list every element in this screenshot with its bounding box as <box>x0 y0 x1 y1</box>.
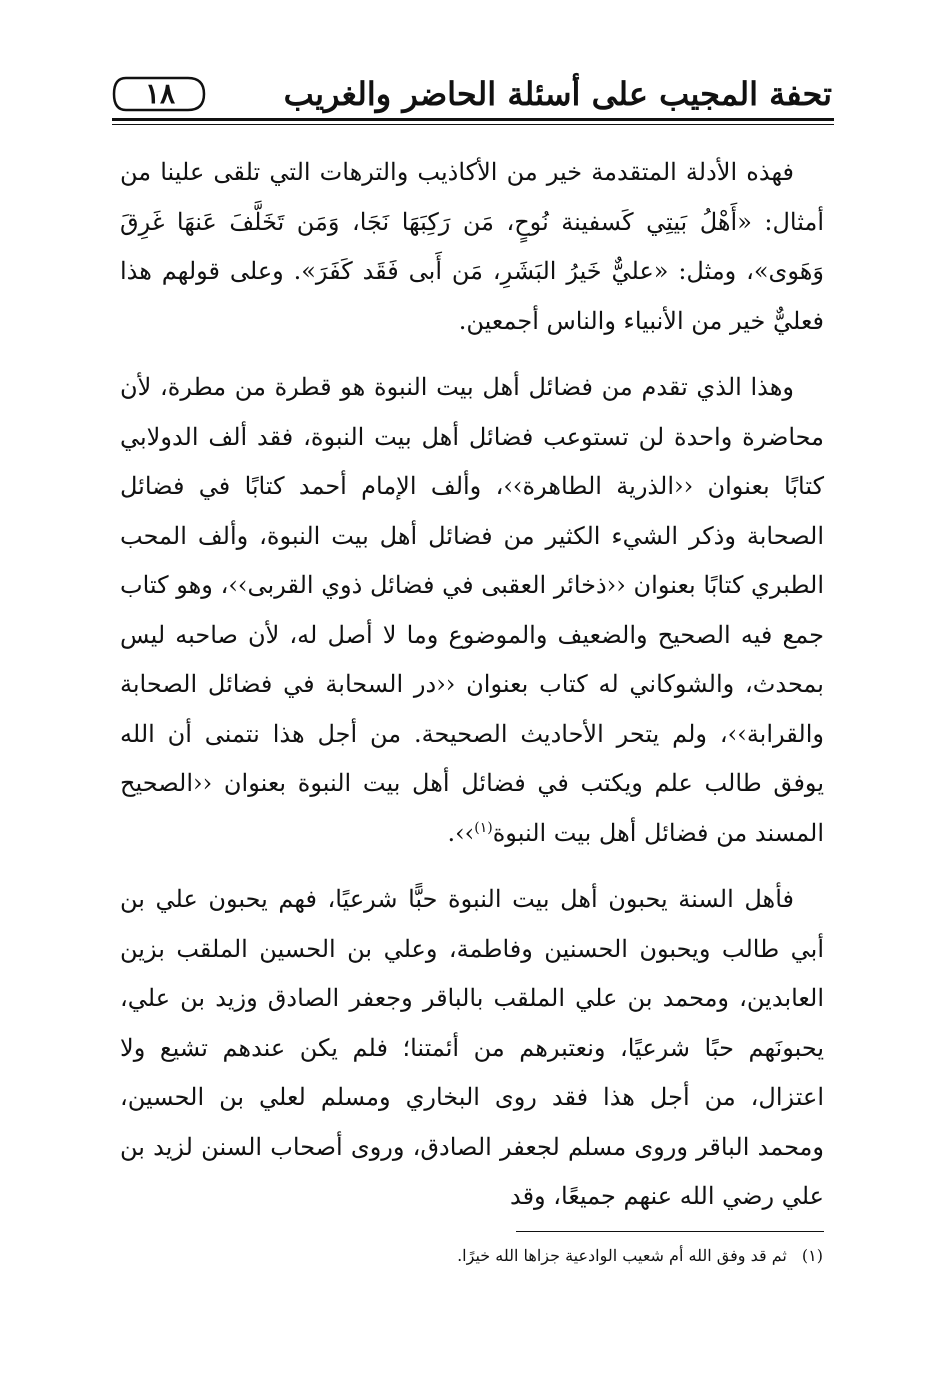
header-rule-thin <box>112 124 834 125</box>
footnote-divider <box>516 1231 824 1232</box>
footnote-marker: (١) <box>801 1246 823 1265</box>
book-title: تحفة المجيب على أسئلة الحاضر والغريب <box>283 75 832 113</box>
footnote <box>183 1242 823 1270</box>
page-number-badge <box>112 76 208 112</box>
paragraph-1: فهذه الأدلة المتقدمة خير من الأكاذيب والترهات التي تلقى علينا من أمثال: «أَهْلُ بَيتِي كَسفينة نُوحٍ، مَن رَكِبَهَا نَجَا، وَمَن تَخَلَّفَ عَنهَا غَرِقَ وَهَوى»، ومثل: «عليٌّ خَيرُ البَشَرِ، مَن أَبى فَقَد كَفَرَ». وعلى قولهم هذا فعليٌّ خير من الأنبياء والناس أجمعين. <box>120 158 824 335</box>
footnote-reference: (١) <box>474 819 493 836</box>
paragraph-2-end: ››. <box>447 818 475 847</box>
page-number: ١٨ <box>144 77 176 110</box>
main-text <box>120 148 824 1239</box>
header-rule-thick <box>112 118 834 121</box>
footnote-text: ثم قد وفق الله أم شعيب الوادعية جزاها الله خيرًا. <box>457 1246 787 1265</box>
paragraph-2-text: وهذا الذي تقدم من فضائل أهل بيت النبوة هو قطرة من مطرة، لأن محاضرة واحدة لن تستوعب فضائل أهل بيت النبوة، فقد ألف الدولابي كتابًا بعنوان ‹‹الذرية الطاهرة››، وألف الإمام أحمد كتابًا في فضائل الصحابة وذكر الشيء الكثير من فضائل أهل بيت النبوة، وألف المحب الطبري كتابًا بعنوان ‹‹ذخائر العقبى في فضائل ذوي القربى››، وهو كتاب جمع فيه الصحيح والضعيف والموضوع وما لا أصل له، لأن صاحبه ليس بمحدث، والشوكاني له كتاب بعنوان ‹‹در السحابة في فضائل الصحابة والقرابة››، ولم يتحر الأحاديث الصحيحة. من أجل هذا نتمنى أن الله يوفق طالب علم ويكتب في فضائل أهل بيت النبوة بعنوان ‹‹الصحيح المسند من فضائل أهل بيت النبوة <box>120 373 824 847</box>
paragraph-3: فأهل السنة يحبون أهل بيت النبوة حبًّا شرعيًا، فهم يحبون علي بن أبي طالب ويحبون الحسنين وفاطمة، وعلي بن الحسين الملقب بزين العابدين، ومحمد بن علي الملقب بالباقر وجعفر الصادق وزيد بن علي، يحبونَهم حبًا شرعيًا، ونعتبرهم من أئمتنا؛ فلم يكن عندهم تشيع ولا اعتزال، من أجل هذا فقد روى البخاري ومسلم لعلي بن الحسين، ومحمد الباقر وروى مسلم لجعفر الصادق، وروى أصحاب السنن لزيد بن علي رضي الله عنهم جميعًا، وقد <box>120 885 825 1210</box>
paragraph-2 <box>120 363 824 858</box>
